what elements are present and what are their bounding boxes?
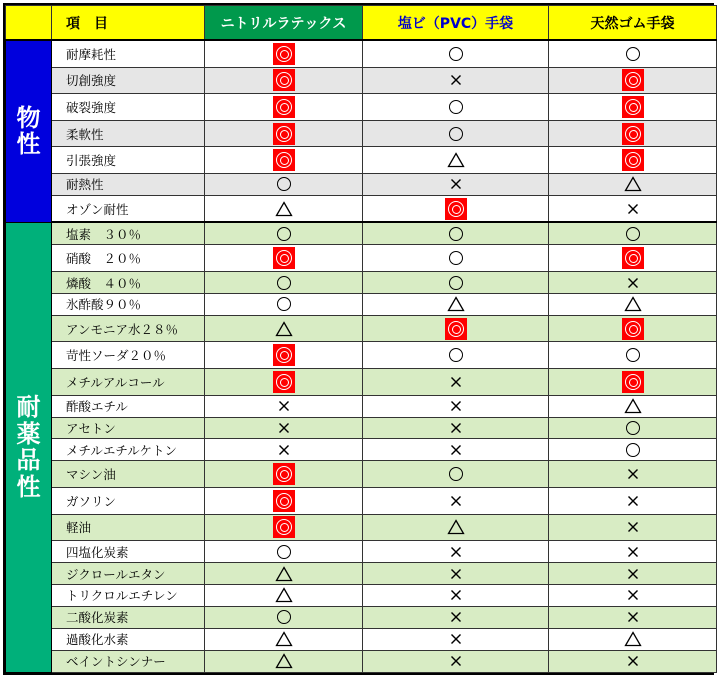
rating-cell <box>205 245 363 272</box>
circle-icon <box>277 177 291 191</box>
rating-cell <box>549 487 717 514</box>
triangle-icon <box>275 631 293 647</box>
triangle-icon <box>275 321 293 337</box>
rating-cell <box>363 461 549 488</box>
circle-icon <box>449 251 463 265</box>
rating-cell <box>549 195 717 222</box>
row-label: 軽油 <box>52 514 205 541</box>
cross-icon <box>627 611 639 623</box>
triangle-icon <box>624 631 642 647</box>
circle-icon <box>277 545 291 559</box>
rating-cell <box>549 173 717 195</box>
rating-cell <box>205 195 363 222</box>
rating-cell <box>363 245 549 272</box>
table-row <box>6 541 717 563</box>
row-label: 四塩化炭素 <box>52 541 205 563</box>
cross-icon <box>450 422 462 434</box>
table-row <box>6 342 717 369</box>
rating-cell <box>205 628 363 650</box>
table-row <box>6 222 717 245</box>
rating-cell <box>549 541 717 563</box>
rating-cell <box>363 650 549 672</box>
category-char: 薬 <box>16 419 41 448</box>
rating-cell <box>363 369 549 396</box>
double-circle-icon <box>622 318 644 340</box>
cross-icon <box>450 74 462 86</box>
cross-icon <box>627 521 639 533</box>
cross-icon <box>450 546 462 558</box>
double-circle-icon <box>273 149 295 171</box>
cross-icon <box>450 568 462 580</box>
triangle-icon <box>447 152 465 168</box>
row-label: メチルエチルケトン <box>52 439 205 461</box>
circle-icon <box>277 297 291 311</box>
rating-cell <box>363 563 549 585</box>
row-label: 硝酸 ２０％ <box>52 245 205 272</box>
row-label: 過酸化水素 <box>52 628 205 650</box>
rating-cell <box>205 514 363 541</box>
rating-cell <box>205 606 363 628</box>
circle-icon <box>626 348 640 362</box>
table-row <box>6 650 717 672</box>
rating-cell <box>549 67 717 94</box>
row-label: 柔軟性 <box>52 120 205 147</box>
table-row <box>6 369 717 396</box>
row-label: ベイントシンナー <box>52 650 205 672</box>
row-label: ガソリン <box>52 487 205 514</box>
header-row <box>6 6 717 41</box>
cross-icon <box>627 203 639 215</box>
row-label: トリクロルエチレン <box>52 584 205 606</box>
row-label: メチルアルコール <box>52 369 205 396</box>
rating-cell <box>363 272 549 294</box>
double-circle-icon <box>273 96 295 118</box>
rating-cell <box>205 67 363 94</box>
rating-cell <box>205 222 363 245</box>
row-label: マシン油 <box>52 461 205 488</box>
rating-cell <box>205 487 363 514</box>
rating-cell <box>549 315 717 342</box>
row-label: アセトン <box>52 417 205 439</box>
rating-cell <box>363 584 549 606</box>
rating-cell <box>363 541 549 563</box>
rating-cell <box>205 173 363 195</box>
rating-cell <box>549 293 717 315</box>
table-row <box>6 417 717 439</box>
cross-icon <box>627 655 639 667</box>
double-circle-icon <box>273 69 295 91</box>
table-row <box>6 563 717 585</box>
circle-icon <box>626 227 640 241</box>
double-circle-icon <box>622 69 644 91</box>
table-row <box>6 40 717 67</box>
cross-icon <box>450 633 462 645</box>
double-circle-icon <box>273 463 295 485</box>
header-pvc: 塩ビ（PVC）手袋 <box>363 6 549 41</box>
table-row <box>6 606 717 628</box>
cross-icon <box>450 178 462 190</box>
category-char: 物 <box>16 103 41 132</box>
row-label: 耐摩耗性 <box>52 40 205 67</box>
cross-icon <box>278 422 290 434</box>
rating-cell <box>205 541 363 563</box>
cross-icon <box>278 400 290 412</box>
triangle-icon <box>624 176 642 192</box>
circle-icon <box>277 610 291 624</box>
circle-icon <box>277 227 291 241</box>
double-circle-icon <box>273 43 295 65</box>
rating-cell <box>549 417 717 439</box>
rating-cell <box>205 94 363 121</box>
row-label: 苛性ソーダ２０％ <box>52 342 205 369</box>
rating-cell <box>549 369 717 396</box>
row-label: 二酸化炭素 <box>52 606 205 628</box>
rating-cell <box>549 650 717 672</box>
table-row <box>6 147 717 174</box>
rating-cell <box>205 315 363 342</box>
category-char: 性 <box>16 130 41 159</box>
double-circle-icon <box>622 123 644 145</box>
rating-cell <box>549 584 717 606</box>
rating-cell <box>363 487 549 514</box>
rating-cell <box>549 461 717 488</box>
rating-cell <box>363 395 549 417</box>
rating-cell <box>205 147 363 174</box>
header-nitrile: ニトリルラテックス <box>205 6 363 41</box>
triangle-icon <box>624 296 642 312</box>
double-circle-icon <box>622 247 644 269</box>
row-label: 耐熱性 <box>52 173 205 195</box>
rating-cell <box>205 369 363 396</box>
table-row <box>6 584 717 606</box>
rating-cell <box>363 293 549 315</box>
rating-cell <box>205 395 363 417</box>
circle-icon <box>626 47 640 61</box>
row-label: 引張強度 <box>52 147 205 174</box>
rating-cell <box>549 563 717 585</box>
rating-cell <box>363 40 549 67</box>
rating-cell <box>549 514 717 541</box>
rating-cell <box>363 439 549 461</box>
rating-cell <box>549 147 717 174</box>
rating-cell <box>549 628 717 650</box>
rating-cell <box>549 395 717 417</box>
row-label: 破裂強度 <box>52 94 205 121</box>
double-circle-icon <box>273 371 295 393</box>
cross-icon <box>450 589 462 601</box>
cross-icon <box>627 495 639 507</box>
circle-icon <box>449 348 463 362</box>
rating-cell <box>205 461 363 488</box>
table-row <box>6 245 717 272</box>
category-char: 耐 <box>16 392 41 421</box>
table-row <box>6 272 717 294</box>
circle-icon <box>277 276 291 290</box>
row-label: 氷酢酸９０％ <box>52 293 205 315</box>
table-row <box>6 195 717 222</box>
table-row <box>6 315 717 342</box>
row-label: 切創強度 <box>52 67 205 94</box>
category-chemical <box>6 222 52 672</box>
rating-cell <box>363 147 549 174</box>
cross-icon <box>450 376 462 388</box>
double-circle-icon <box>622 149 644 171</box>
rating-cell <box>549 94 717 121</box>
rating-cell <box>363 417 549 439</box>
rating-cell <box>363 94 549 121</box>
circle-icon <box>449 276 463 290</box>
triangle-icon <box>624 398 642 414</box>
row-label: オゾン耐性 <box>52 195 205 222</box>
cross-icon <box>450 444 462 456</box>
rating-cell <box>205 342 363 369</box>
rating-cell <box>363 514 549 541</box>
rating-cell <box>205 563 363 585</box>
rating-cell <box>205 584 363 606</box>
table-row <box>6 173 717 195</box>
rating-cell <box>205 650 363 672</box>
rating-cell <box>549 342 717 369</box>
double-circle-icon <box>273 490 295 512</box>
circle-icon <box>449 127 463 141</box>
row-label: 燐酸 ４０％ <box>52 272 205 294</box>
table-row <box>6 487 717 514</box>
table-row <box>6 67 717 94</box>
category-char: 性 <box>16 473 41 502</box>
rating-cell <box>549 222 717 245</box>
table-row <box>6 628 717 650</box>
rating-cell <box>363 120 549 147</box>
rating-cell <box>363 222 549 245</box>
rating-cell <box>549 606 717 628</box>
category-char: 品 <box>16 446 41 475</box>
table-row <box>6 395 717 417</box>
circle-icon <box>449 47 463 61</box>
rating-cell <box>363 173 549 195</box>
rating-cell <box>549 439 717 461</box>
triangle-icon <box>275 201 293 217</box>
rating-cell <box>363 195 549 222</box>
cross-icon <box>627 589 639 601</box>
rating-cell <box>549 245 717 272</box>
triangle-icon <box>275 566 293 582</box>
category-physical <box>6 40 52 222</box>
circle-icon <box>626 421 640 435</box>
rating-cell <box>549 272 717 294</box>
double-circle-icon <box>273 516 295 538</box>
cross-icon <box>627 546 639 558</box>
row-label: 塩素 ３０％ <box>52 222 205 245</box>
table-row <box>6 293 717 315</box>
circle-icon <box>626 443 640 457</box>
table-row <box>6 461 717 488</box>
row-label: アンモニア水２８％ <box>52 315 205 342</box>
rating-cell <box>205 417 363 439</box>
triangle-icon <box>447 519 465 535</box>
table-row <box>6 120 717 147</box>
circle-icon <box>449 100 463 114</box>
cross-icon <box>627 468 639 480</box>
cross-icon <box>450 495 462 507</box>
double-circle-icon <box>445 198 467 220</box>
table-row <box>6 94 717 121</box>
double-circle-icon <box>273 247 295 269</box>
double-circle-icon <box>273 123 295 145</box>
resistance-comparison-sheet <box>3 3 714 675</box>
double-circle-icon <box>622 96 644 118</box>
rating-cell <box>205 40 363 67</box>
cross-icon <box>627 277 639 289</box>
cross-icon <box>627 568 639 580</box>
rating-cell <box>549 120 717 147</box>
row-label: ジクロールエタン <box>52 563 205 585</box>
rating-cell <box>363 342 549 369</box>
rating-cell <box>205 272 363 294</box>
header-natural-rubber: 天然ゴム手袋 <box>549 6 717 41</box>
circle-icon <box>449 227 463 241</box>
row-label: 酢酸エチル <box>52 395 205 417</box>
cross-icon <box>450 611 462 623</box>
triangle-icon <box>447 296 465 312</box>
double-circle-icon <box>445 318 467 340</box>
rating-cell <box>205 120 363 147</box>
double-circle-icon <box>622 371 644 393</box>
header-item: 項 目 <box>52 6 205 41</box>
triangle-icon <box>275 653 293 669</box>
rating-cell <box>363 606 549 628</box>
header-corner <box>6 6 52 41</box>
double-circle-icon <box>273 344 295 366</box>
rating-cell <box>363 67 549 94</box>
rating-cell <box>205 293 363 315</box>
comparison-table <box>5 5 717 673</box>
triangle-icon <box>275 587 293 603</box>
table-row <box>6 439 717 461</box>
cross-icon <box>278 444 290 456</box>
cross-icon <box>450 400 462 412</box>
circle-icon <box>449 467 463 481</box>
rating-cell <box>363 628 549 650</box>
rating-cell <box>205 439 363 461</box>
rating-cell <box>549 40 717 67</box>
rating-cell <box>363 315 549 342</box>
cross-icon <box>450 655 462 667</box>
table-row <box>6 514 717 541</box>
